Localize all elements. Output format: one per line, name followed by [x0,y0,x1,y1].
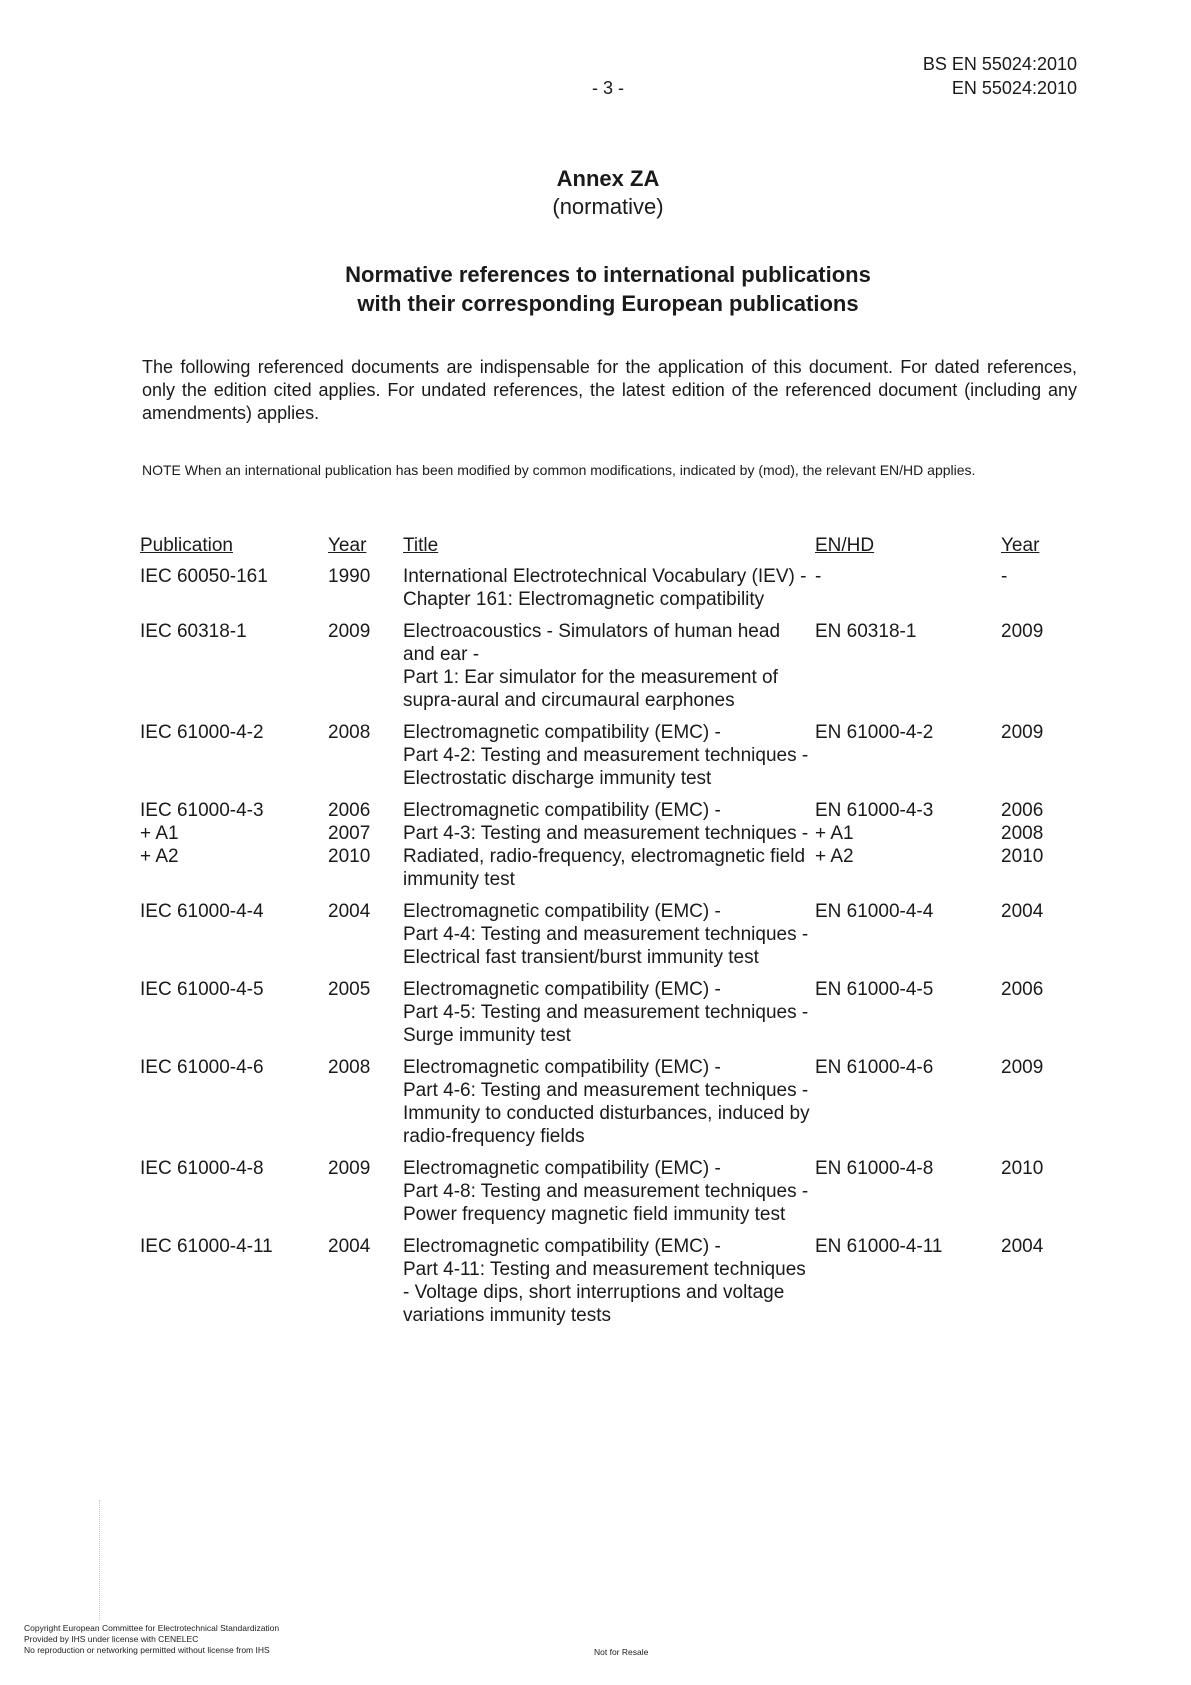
normative-references-table [140,530,1081,1336]
table-row [140,978,1081,1056]
cell-publication: IEC 61000-4-5 [140,979,264,1000]
cell-en-year: - [1001,566,1008,587]
cell-publication: IEC 61000-4-6 [140,1057,264,1078]
cell-publication: IEC 61000-4-3 + A1 + A2 [140,800,264,867]
cell-year: 2008 [328,1057,371,1078]
annex-subtitle: (normative) [552,194,664,219]
cell-en-hd: EN 61000-4-3 + A1 + A2 [815,800,934,867]
standard-id-bs: BS EN 55024:2010 [922,54,1077,74]
cell-year: 2009 [328,621,371,642]
cell-year: 2004 [328,1236,371,1257]
cell-year: 2008 [328,722,371,743]
cell-title: Electroacoustics - Simulators of human head and ear - Part 1: Ear simulator for the measurement of supra-aural and circumaural earphones [403,621,781,711]
section-title-line1: Normative references to international publications [345,262,871,287]
cell-en-year: 2004 [1001,901,1044,922]
copyright-line-3: No reproduction or networking permitted without license from IHS [24,1645,270,1655]
cell-en-year: 2004 [1001,1236,1044,1257]
cell-en-hd: EN 60318-1 [815,621,917,642]
cell-publication: IEC 60050-161 [140,566,268,587]
standard-identifiers [923,52,1077,100]
cell-publication: IEC 61000-4-11 [140,1236,273,1257]
cell-publication: IEC 61000-4-8 [140,1158,264,1179]
cell-publication: IEC 60318-1 [140,621,247,642]
cell-title: Electromagnetic compatibility (EMC) - Part 4-8: Testing and measurement techniques - Power frequency magnetic field immunity test [403,1158,809,1225]
page-number: - 3 - [591,78,624,98]
cell-title: Electromagnetic compatibility (EMC) - Part 4-5: Testing and measurement techniques - Surge immunity test [403,979,809,1046]
cell-title: Electromagnetic compatibility (EMC) - Part 4-3: Testing and measurement techniques - Radiated, radio-frequency, electromagnetic field immunity test [403,800,809,890]
cell-year: 2005 [328,979,371,1000]
table-row [140,721,1081,799]
cell-title: Electromagnetic compatibility (EMC) - Part 4-11: Testing and measurement techniques - Voltage dips, short interruptions and voltage variations immunity tests [403,1236,806,1326]
cell-publication: IEC 61000-4-4 [140,901,264,922]
standard-id-en: EN 55024:2010 [951,78,1077,98]
header-en-year: Year [1001,535,1040,556]
table-row [140,799,1081,900]
copyright-line-1: Copyright European Committee for Electrotechnical Standardization [24,1623,280,1633]
cell-title: Electromagnetic compatibility (EMC) - Part 4-2: Testing and measurement techniques - Electrostatic discharge immunity test [403,722,809,789]
cell-en-year: 2009 [1001,722,1044,743]
cell-en-hd: EN 61000-4-6 [815,1057,934,1078]
cell-en-year: 2010 [1001,1158,1044,1179]
not-for-resale-notice: Not for Resale [594,1647,649,1657]
annex-heading [0,165,1191,221]
table-row [140,565,1081,620]
annex-title: Annex ZA [556,166,660,191]
cell-en-year: 2006 2008 2010 [1001,800,1044,867]
cell-en-hd: EN 61000-4-5 [815,979,934,1000]
cell-publication: IEC 61000-4-2 [140,722,264,743]
cell-year: 2006 2007 2010 [328,800,371,867]
table-row [140,1157,1081,1235]
cell-title: International Electrotechnical Vocabulary (IEV) - Chapter 161: Electromagnetic compatibility [403,566,807,610]
cell-en-year: 2009 [1001,621,1044,642]
section-title [0,260,1191,318]
table-row [140,1056,1081,1157]
cell-en-hd: EN 61000-4-2 [815,722,934,743]
copyright-notice [24,1623,279,1656]
header-year: Year [328,535,367,556]
cell-en-hd: EN 61000-4-8 [815,1158,934,1179]
cell-title: Electromagnetic compatibility (EMC) - Part 4-4: Testing and measurement techniques - Electrical fast transient/burst immunity test [403,901,809,968]
cell-year: 1990 [328,566,371,587]
cell-title: Electromagnetic compatibility (EMC) - Part 4-6: Testing and measurement techniques - Immunity to conducted disturbances, induced by radio-frequency fields [403,1057,810,1147]
header-title: Title [403,535,439,556]
cell-year: 2004 [328,901,371,922]
copyright-line-2: Provided by IHS under license with CENELEC [24,1634,199,1644]
cell-en-year: 2006 [1001,979,1044,1000]
intro-paragraph: The following referenced documents are indispensable for the application of this document. For dated references, only the edition cited applies. For undated references, the latest edition of the referenced document (including any amendments) applies. [142,357,1077,423]
header-publication: Publication [140,535,233,556]
header-en-hd: EN/HD [815,535,875,556]
table-header-row [140,530,1081,565]
table-row [140,620,1081,721]
note-paragraph: NOTE When an international publication has been modified by common modifications, indicated by (mod), the relevant EN/HD applies. [142,462,976,478]
cell-year: 2009 [328,1158,371,1179]
table-row [140,900,1081,978]
cell-en-hd: EN 61000-4-11 [815,1236,943,1257]
section-title-line2: with their corresponding European publications [357,291,859,316]
cell-en-hd: EN 61000-4-4 [815,901,934,922]
table-row [140,1235,1081,1336]
cell-en-year: 2009 [1001,1057,1044,1078]
margin-dotted-line [99,1500,102,1620]
cell-en-hd: - [815,566,822,587]
